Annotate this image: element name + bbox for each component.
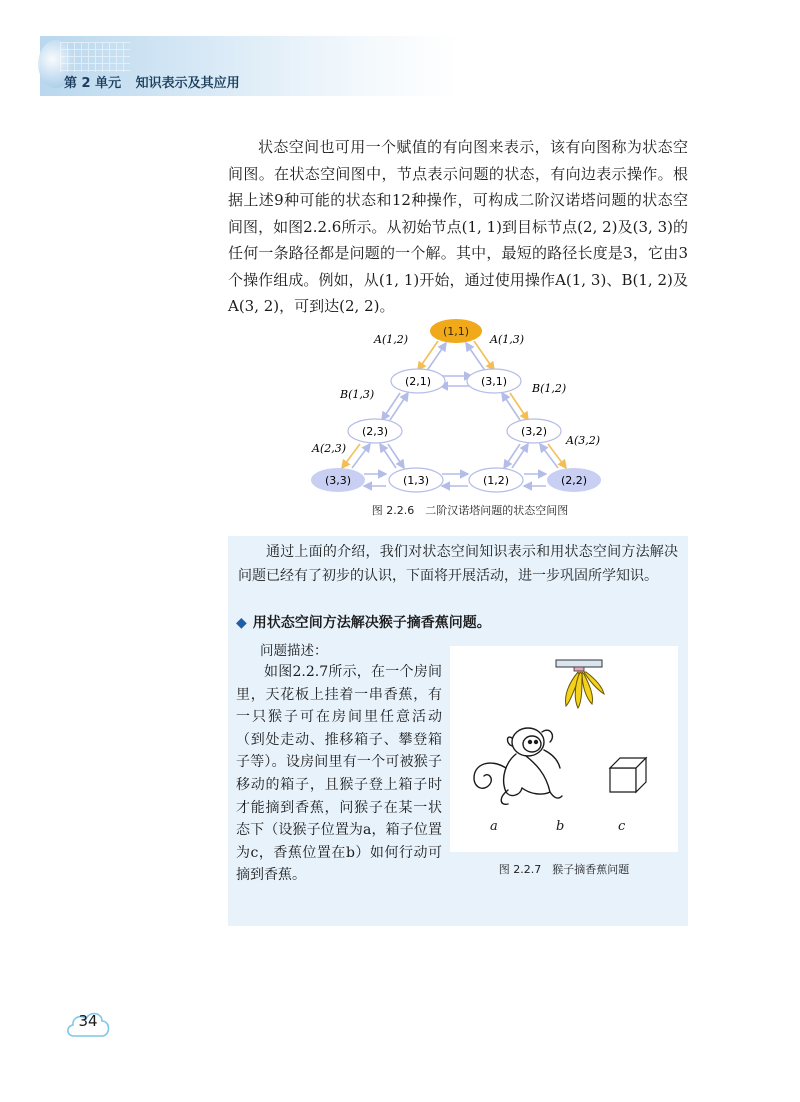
monkey-icon <box>474 728 562 804</box>
edge-label-a12: A(1,2) <box>374 333 409 346</box>
edge-label-a13: A(1,3) <box>490 333 525 346</box>
edge-label-b12: B(1,2) <box>532 382 567 395</box>
node-label-12: (1,2) <box>482 474 510 487</box>
node-label-23: (2,3) <box>361 425 389 438</box>
activity-intro: 通过上面的介绍，我们对状态空间知识表示和用状态空间方法解决问题已经有了初步的认识，下面将开展活动，进一步巩固所学知识。 <box>238 544 678 584</box>
edge-23-21 <box>390 393 408 420</box>
figure-226-caption: 图 2.2.6 二阶汉诺塔问题的状态空间图 <box>371 504 569 517</box>
running-header <box>64 72 250 91</box>
monkey-banana-figure <box>450 646 678 852</box>
node-label-22: (2,2) <box>560 474 588 487</box>
position-label-a: a <box>490 819 498 834</box>
figure-227-caption: 图 2.2.7 猴子摘香蕉问题 <box>498 863 630 876</box>
edge-label-b13: B(1,3) <box>340 388 375 401</box>
unit-title: 知识表示及其应用 <box>135 76 240 91</box>
edge-23-13 <box>388 444 404 468</box>
state-space-graph <box>300 310 640 510</box>
ceiling-bar <box>556 660 602 667</box>
position-label-c: c <box>618 819 626 834</box>
edge-label-a23: A(2,3) <box>312 442 347 455</box>
node-label-21: (2,1) <box>404 375 432 388</box>
node-label-31: (3,1) <box>480 375 508 388</box>
activity-heading <box>236 612 676 632</box>
edge-31-32 <box>510 393 528 420</box>
edge-32-31 <box>502 393 520 420</box>
edge-13-23 <box>380 444 396 468</box>
edge-22-32 <box>540 444 558 468</box>
problem-description: 如图2.2.7所示，在一个房间里，天花板上挂着一串香蕉，有一只猴子可在房间里任意活动（到处走动、推移箱子、攀登箱子等）。设房间里有一个可被猴子移动的箱子，且猴子登上箱子时才能摘到香蕉，问猴子在某一状态下（设猴子位置为a，箱子位置为c，香蕉位置在b）如何行动可摘到香蕉。 <box>236 664 442 884</box>
edge-11-21 <box>418 341 438 370</box>
main-paragraph: 状态空间也可用一个赋值的有向图来表示，该有向图称为状态空间图。在状态空间图中，节点表示问题的状态，有向边表示操作。根据上述9种可能的状态和12种操作，可构成二阶汉诺塔问题的状态空间图，如图2.2.6所示。从初始节点(1, 1)到目标节点(2, 2)及(3, 3)的任何一条路径都是问题的一个解。其中，最短的路径长度是3，它由3个操作组成。例如，从(1, 1)开始，通过使用操作A(1, 3)、B(1, 2)及A(3, 2)，可到达(2, 2)。 <box>228 138 688 315</box>
header-grid-decoration <box>60 42 130 72</box>
edge-12-32 <box>512 444 528 468</box>
box-icon <box>610 758 646 792</box>
edge-32-22 <box>548 444 566 468</box>
edge-label-a32: A(3,2) <box>566 434 601 447</box>
node-label-32: (3,2) <box>520 425 548 438</box>
node-label-11: (1,1) <box>442 325 470 338</box>
position-label-b: b <box>556 819 565 834</box>
diamond-bullet-icon: ◆ <box>236 615 247 631</box>
edge-21-11 <box>426 343 446 372</box>
edge-32-12 <box>504 444 520 468</box>
edge-33-23 <box>352 444 370 468</box>
node-label-33: (3,3) <box>324 474 352 487</box>
page-number: 34 <box>78 1012 98 1030</box>
node-label-13: (1,3) <box>402 474 430 487</box>
problem-label: 问题描述： <box>260 643 328 659</box>
unit-number: 第 2 单元 <box>64 76 122 91</box>
edge-21-23 <box>382 393 400 420</box>
banana-icon <box>566 672 605 708</box>
hanger-clip <box>574 667 584 671</box>
activity-heading-text: 用状态空间方法解决猴子摘香蕉问题。 <box>252 615 491 631</box>
edge-31-11 <box>466 343 486 372</box>
